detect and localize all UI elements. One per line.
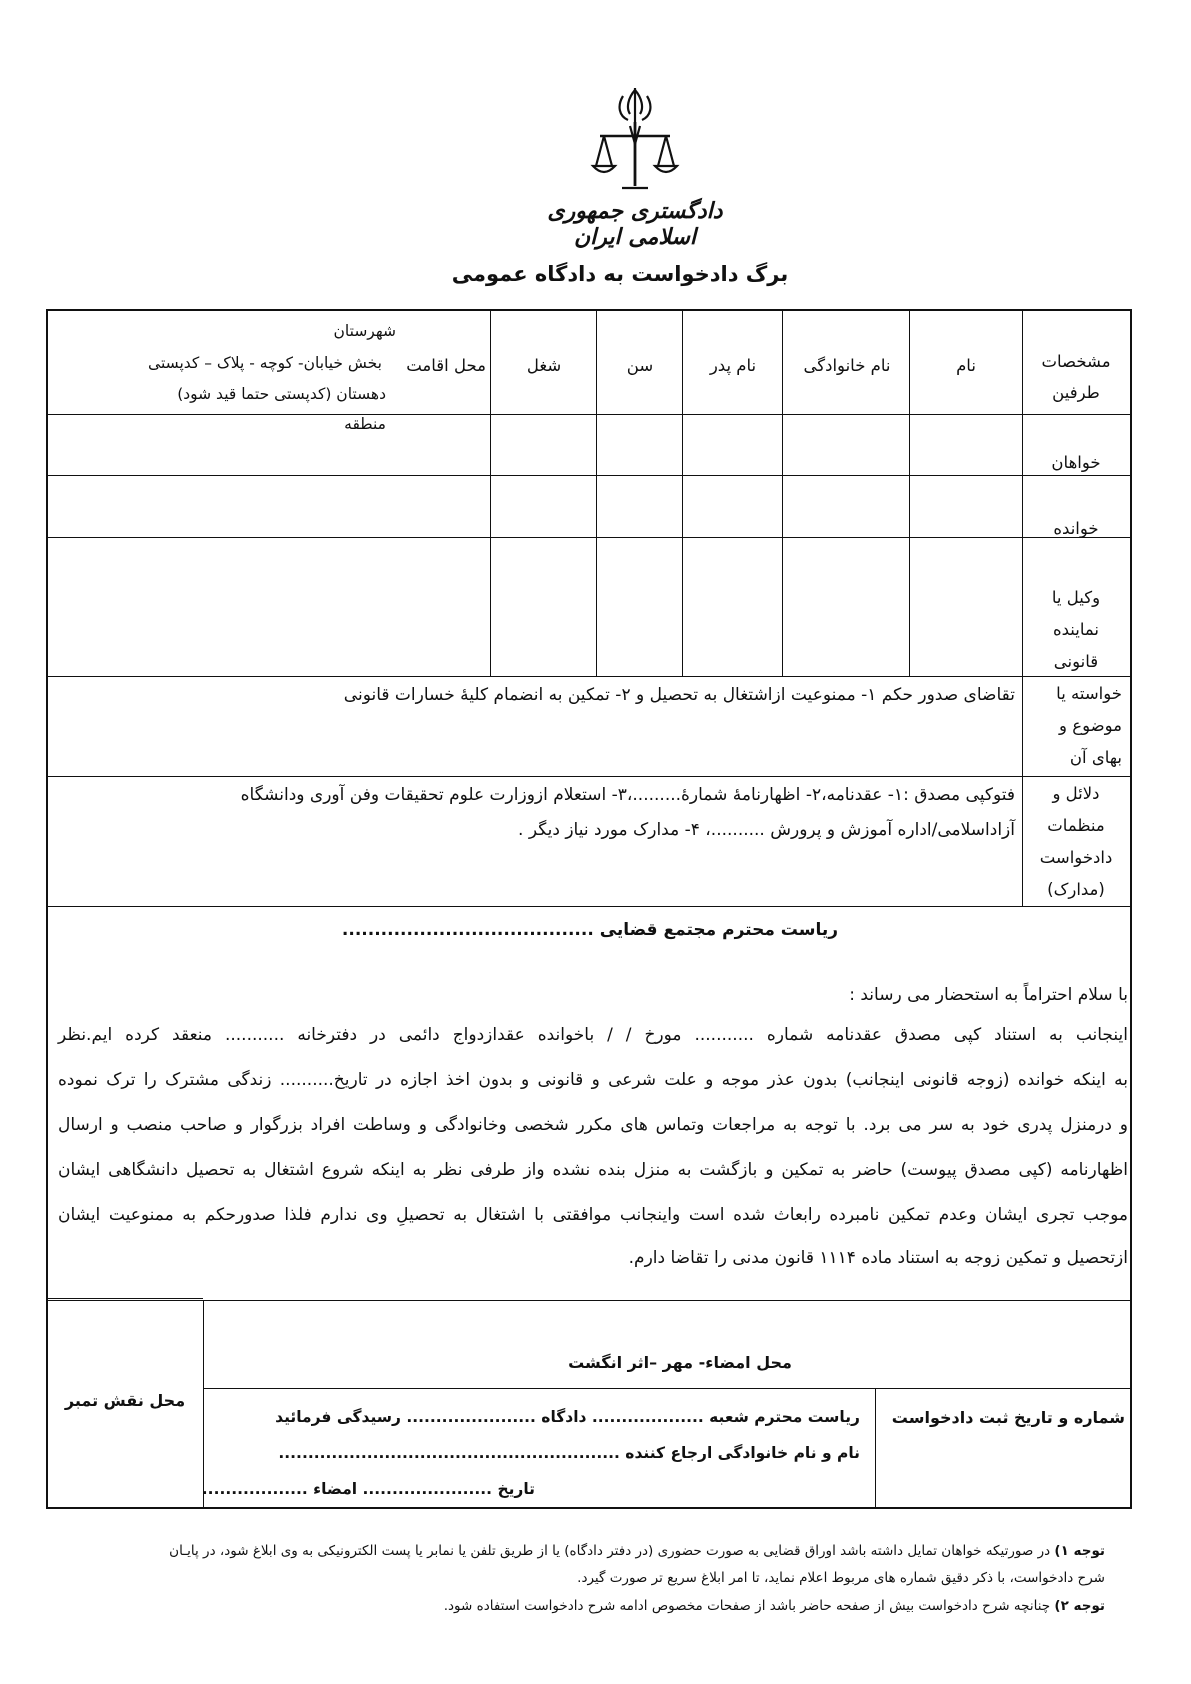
note-1-label: توجه ۱)	[1054, 1543, 1105, 1559]
evidence-label-3: دادخواست	[1039, 848, 1113, 867]
note-2	[300, 1598, 1105, 1614]
evidence-line-1: فتوکپی مصدق :۱- عقدنامه،۲- اظهارنامهٔ شمارهٔ.........،۳- استعلام ازوزارت علوم تحقیقات وفن آوری ودانشگاه	[240, 785, 1015, 805]
residence-line-3: دهستان (کدپستی حتما قید شود)	[177, 385, 386, 403]
row-divider	[47, 676, 1131, 677]
greeting: با سلام احتراماً به استحضار می رساند :	[849, 985, 1128, 1005]
header-residence: محل اقامت	[406, 356, 486, 375]
body-line-3: و درمنزل پدری خود به سر می برد. با توجه به مراجعات وتماس های مکرر شخصی وخانوادگی و وساطت افراد بزرگوار و صاحب منصب و ارسال	[58, 1115, 1128, 1135]
registration-label: شماره و تاریخ ثبت دادخواست	[891, 1408, 1125, 1427]
header-specs-2: طرفین	[1052, 383, 1100, 402]
claim-label-3: بهای آن	[1069, 748, 1122, 767]
referral-line-2: نام و نام خانوادگی ارجاع کننده ..........................................................	[278, 1444, 860, 1462]
referral-line-3: تاریخ ...................... امضاء ..................	[201, 1480, 535, 1498]
header-family: نام خانوادگی	[803, 356, 891, 375]
row-plaintiff-label: خواهان	[1051, 453, 1101, 472]
evidence-label-4: (مدارک)	[1047, 880, 1105, 899]
col-divider	[782, 310, 783, 676]
registration-box-side	[875, 1388, 876, 1508]
evidence-label-1: دلائل و	[1052, 784, 1100, 803]
note-2-text: چنانچه شرح دادخواست بیش از صفحه حاضر باشد از صفحات مخصوص ادامه شرح دادخواست استفاده شود.	[443, 1598, 1051, 1614]
referral-line-1: ریاست محترم شعبه ................... دادگاه ...................... رسیدگی فرمائید	[275, 1408, 860, 1426]
iran-judiciary-emblem	[590, 84, 680, 194]
col-divider	[909, 310, 910, 676]
col-divider	[682, 310, 683, 676]
header-father: نام پدر	[709, 356, 757, 375]
col-divider	[596, 310, 597, 676]
body-line-1: اینجانب به استناد کپی مصدق عقدنامه شماره ........... مورخ / / باخوانده عقدازدواج دائمی در دفترخانه ........... منعقد کرده ایم.نظر	[58, 1025, 1128, 1045]
row-divider	[47, 906, 1131, 907]
row-lawyer-label-3: قانونی	[1053, 652, 1099, 671]
stamp-box-top	[47, 1298, 203, 1299]
petition-form-frame	[46, 309, 1132, 1509]
row-defendant-label: خوانده	[1053, 519, 1099, 538]
row-divider	[203, 1388, 1131, 1389]
claim-text: تقاضای صدور حکم ۱- ممنوعیت ازاشتغال به تحصیل و ۲- تمکین به انضمام کلیهٔ خسارات قانونی	[343, 685, 1015, 705]
header-specs-1: مشخصات	[1041, 352, 1111, 371]
evidence-line-2: آزاداسلامی/اداره آموزش و پرورش ..........، ۴- مدارک مورد نیاز دیگر .	[518, 820, 1015, 840]
body-line-5: موجب تجری ایشان وعدم تمکین نامبرده رابعاث شده است واینجانب موافقتی با اشتغال به تحصیلِ وی ندارم فلذا صدورحکم به ممنوعیت ایشان	[58, 1205, 1128, 1225]
residence-line-4: منطقه	[344, 415, 386, 433]
row-divider	[47, 537, 1131, 538]
signature-place: محل امضاء- مهر –اثر انگشت	[568, 1353, 792, 1372]
evidence-label-2: منظمات	[1047, 816, 1105, 835]
col-divider	[490, 310, 491, 676]
header-job: شغل	[526, 356, 562, 375]
header-name: نام	[956, 356, 976, 375]
note-1-line-2: شرح دادخواست، با ذکر دقیق شماره های مربوط اعلام نماید، تا امر ابلاغ سریع تر صورت گیرد.	[577, 1570, 1105, 1586]
row-divider	[47, 475, 1131, 476]
residence-line-1: شهرستان	[333, 322, 396, 340]
header-age: سن	[626, 356, 654, 375]
note-1-text: در صورتیکه خواهان تمایل داشته باشد اوراق قضایی به صورت حضوری (در دفتر دادگاه) یا از طریق تلفن یا نمابر یا پست الکترونیکی به وی ابلاغ شود، در پایـان	[169, 1543, 1051, 1559]
body-line-4: اظهارنامه (کپی مصدق پیوست) حاضر به تمکین و بازگشت به منزل بنده نشده واز طرفی نظر به اینکه شروع اشتغال به تحصیل دانشگاهی ایشان	[58, 1160, 1128, 1180]
residence-line-2: بخش خیابان- کوچه - پلاک – کدپستی	[148, 354, 382, 372]
note-1-line-1	[85, 1543, 1105, 1559]
claim-label-2: موضوع و	[1059, 716, 1122, 735]
emblem-caption: دادگستری جمهوری اسلامی ایران	[547, 198, 723, 250]
row-lawyer-label-2: نماینده	[1052, 620, 1100, 639]
col-divider	[1022, 310, 1023, 906]
row-divider	[47, 776, 1131, 777]
form-title: برگ دادخواست به دادگاه عمومی	[451, 262, 789, 286]
addressee: ریاست محترم مجتمع قضایی .......................................	[341, 920, 839, 940]
body-last-line: ازتحصیل و تمکین زوجه به استناد ماده ۱۱۱۴ قانون مدنی را تقاضا دارم.	[628, 1248, 1128, 1268]
row-divider	[47, 1300, 1131, 1301]
stamp-place: محل نقش تمبر	[64, 1391, 186, 1410]
note-2-label: توجه ۲)	[1054, 1598, 1105, 1614]
body-line-2: به اینکه خوانده (زوجه قانونی اینجانب) بدون عذر موجه و علت شرعی و قانونی و بدون اخذ اجازه در تاریخ.......... زندگی مشترک را ترک نموده	[58, 1070, 1128, 1090]
row-lawyer-label-1: وکیل یا	[1051, 588, 1101, 607]
claim-label-1: خواسته یا	[1056, 684, 1122, 703]
